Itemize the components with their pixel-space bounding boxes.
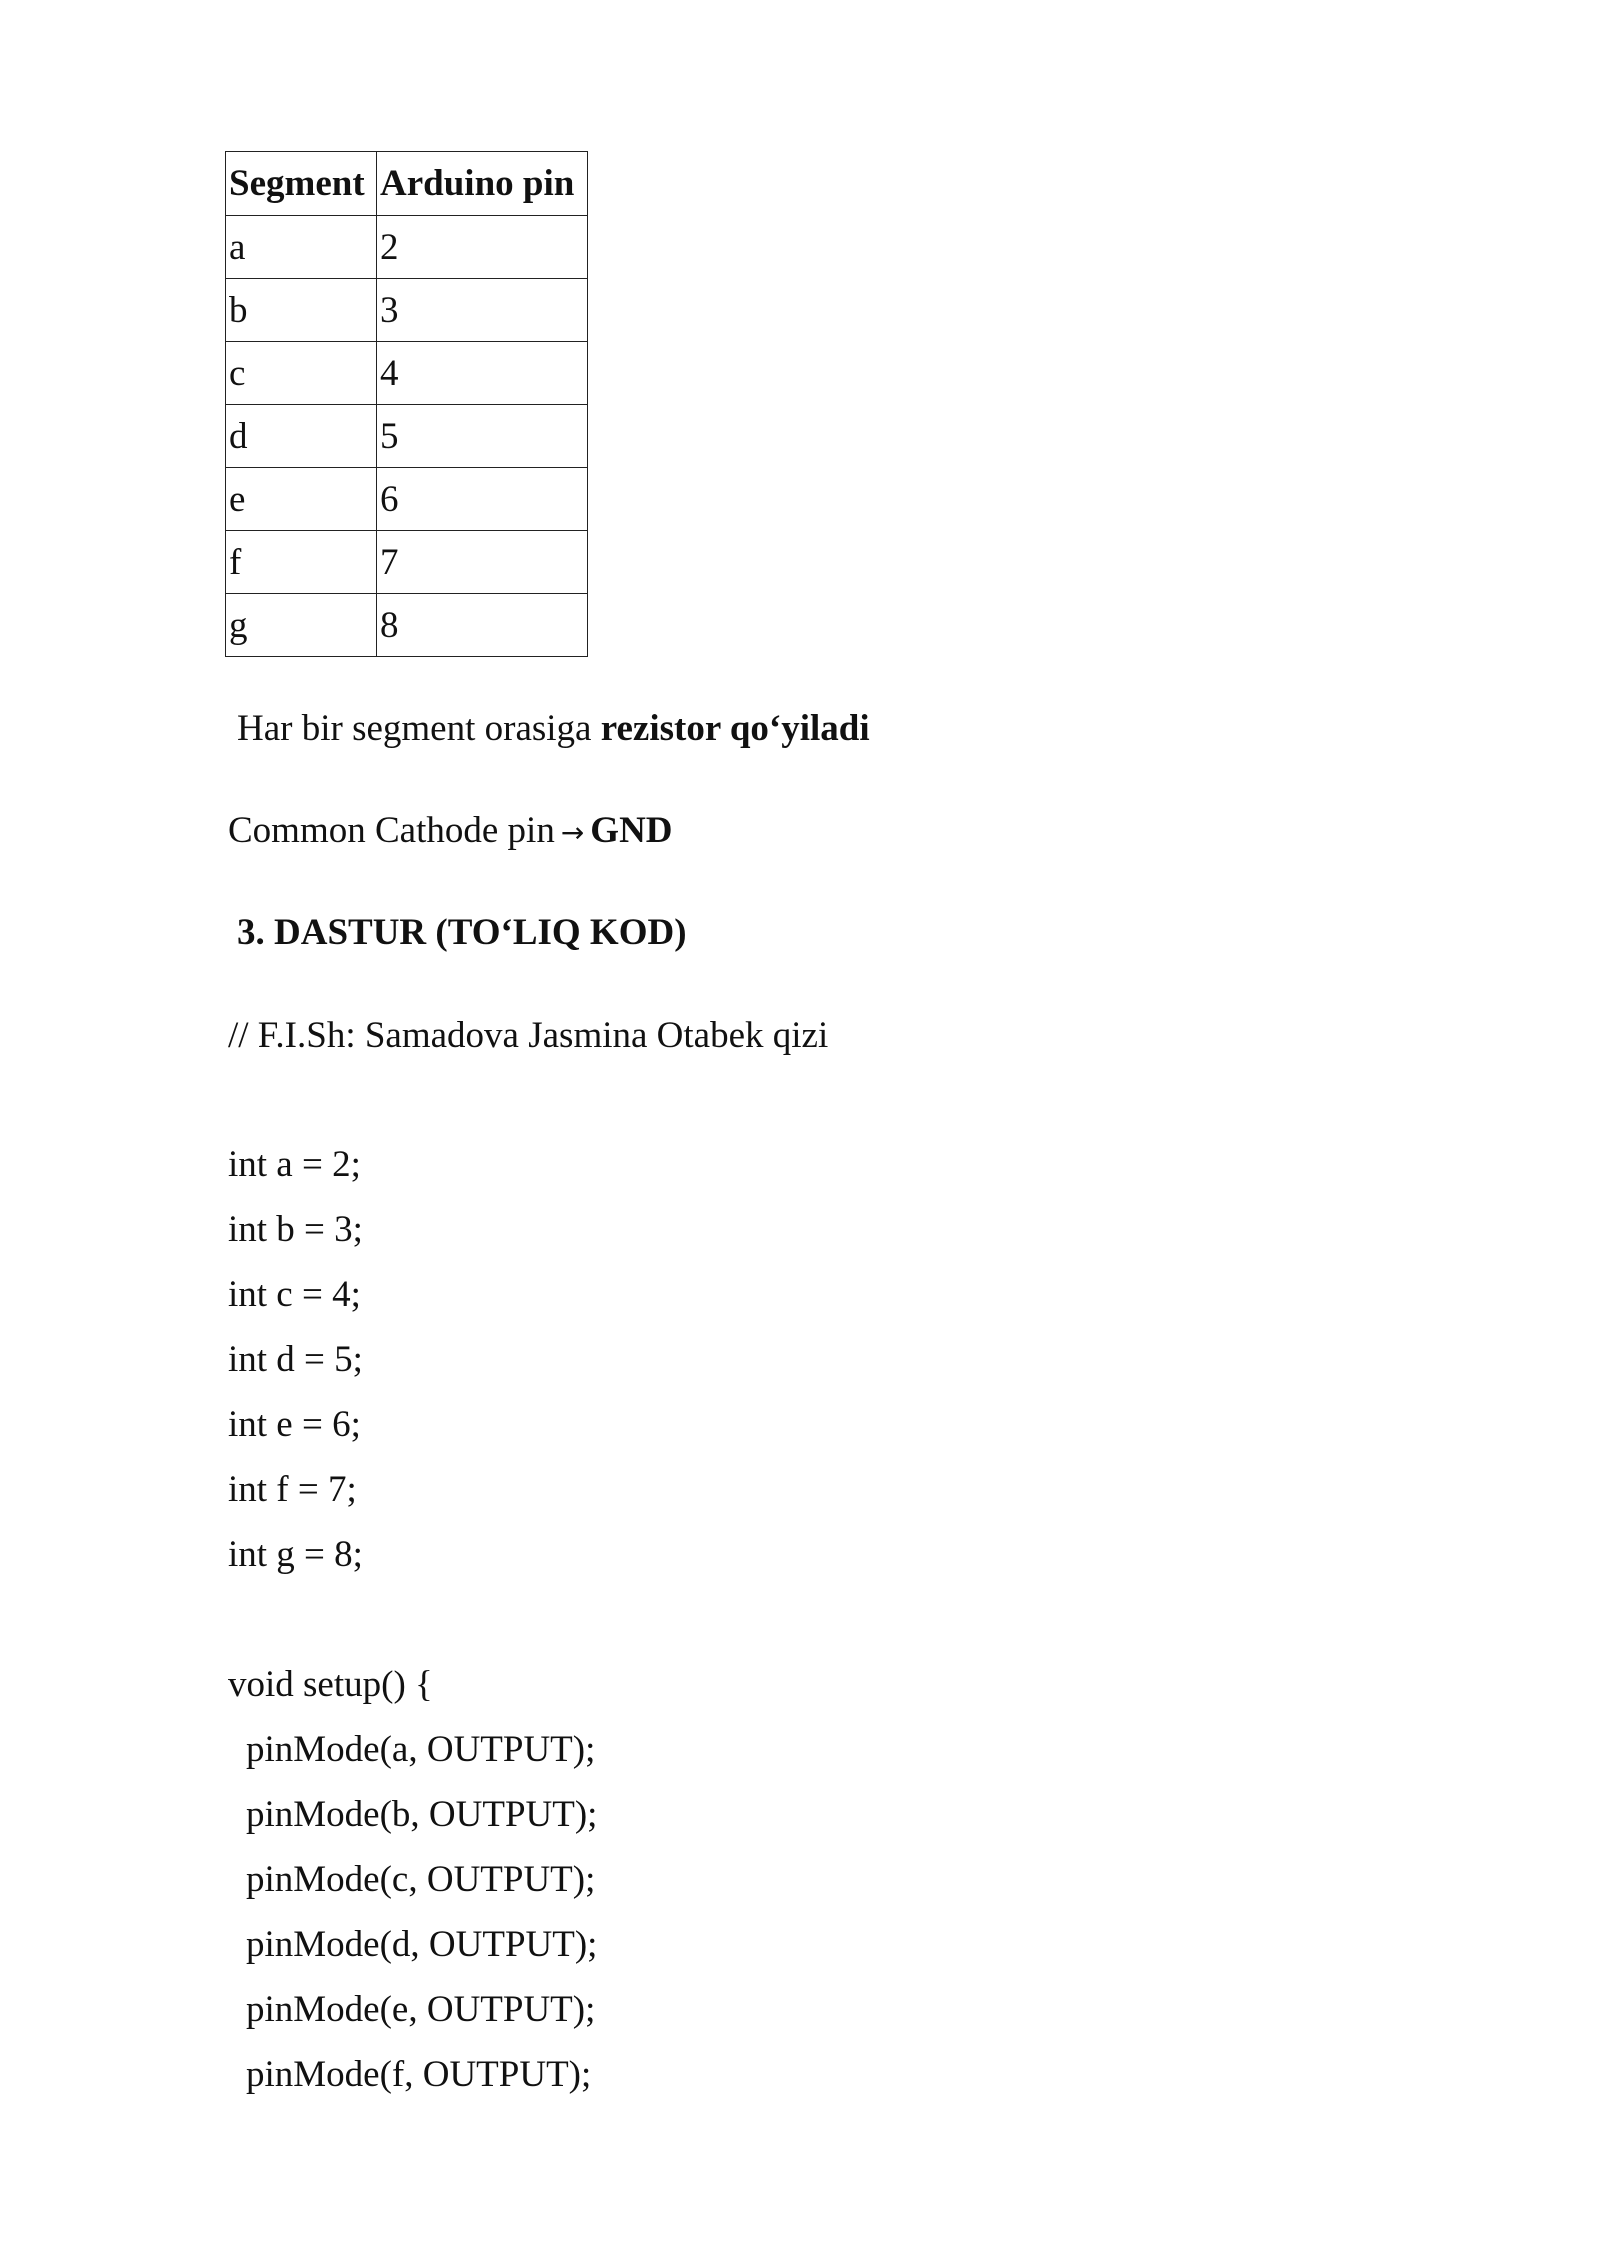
code-line: pinMode(c, OUTPUT); (246, 1859, 596, 1900)
table-cell-pin: 2 (377, 216, 588, 279)
table-cell-segment: e (226, 468, 377, 531)
table-row (226, 468, 588, 531)
segment-pin-table (225, 151, 588, 657)
code-line: pinMode(f, OUTPUT); (246, 2054, 592, 2095)
table-cell-pin: 6 (377, 468, 588, 531)
code-line: int b = 3; (228, 1209, 363, 1250)
code-line: int g = 8; (228, 1534, 363, 1575)
table-row (226, 405, 588, 468)
table-cell-segment: g (226, 594, 377, 657)
code-line: pinMode(d, OUTPUT); (246, 1924, 598, 1965)
code-line: int d = 5; (228, 1339, 363, 1380)
resistor-note-text: Har bir segment orasiga (237, 708, 601, 749)
table-cell-segment: c (226, 342, 377, 405)
table-row (226, 279, 588, 342)
table-cell-segment: f (226, 531, 377, 594)
table-row (226, 342, 588, 405)
table-cell-pin: 5 (377, 405, 588, 468)
table-cell-pin: 7 (377, 531, 588, 594)
common-cathode-label: Common Cathode pin (228, 810, 555, 851)
table-cell-segment: d (226, 405, 377, 468)
resistor-note-emphasis: rezistor qo‘yiladi (600, 708, 870, 749)
code-line: pinMode(a, OUTPUT); (246, 1729, 596, 1770)
table-cell-pin: 4 (377, 342, 588, 405)
common-cathode-line (228, 812, 673, 849)
code-line: int f = 7; (228, 1469, 357, 1510)
table-row (226, 594, 588, 657)
section-heading: 3. DASTUR (TO‘LIQ KOD) (237, 912, 687, 953)
code-setup-signature: void setup() { (228, 1664, 433, 1705)
code-comment: // F.I.Sh: Samadova Jasmina Otabek qizi (228, 1015, 829, 1056)
table-row (226, 531, 588, 594)
code-line: pinMode(b, OUTPUT); (246, 1794, 598, 1835)
gnd-label: GND (590, 810, 673, 851)
table-cell-pin: 3 (377, 279, 588, 342)
code-line: int a = 2; (228, 1144, 361, 1185)
table-row (226, 216, 588, 279)
resistor-note (237, 710, 870, 747)
code-line: pinMode(e, OUTPUT); (246, 1989, 596, 2030)
table-header-row (226, 152, 588, 216)
table-cell-segment: b (226, 279, 377, 342)
code-line: int e = 6; (228, 1404, 361, 1445)
right-arrow-icon: → (560, 816, 585, 849)
table-header-arduino-pin: Arduino pin (377, 152, 588, 216)
table-cell-pin: 8 (377, 594, 588, 657)
code-line: int c = 4; (228, 1274, 361, 1315)
table-cell-segment: a (226, 216, 377, 279)
table-header-segment: Segment (226, 152, 377, 216)
